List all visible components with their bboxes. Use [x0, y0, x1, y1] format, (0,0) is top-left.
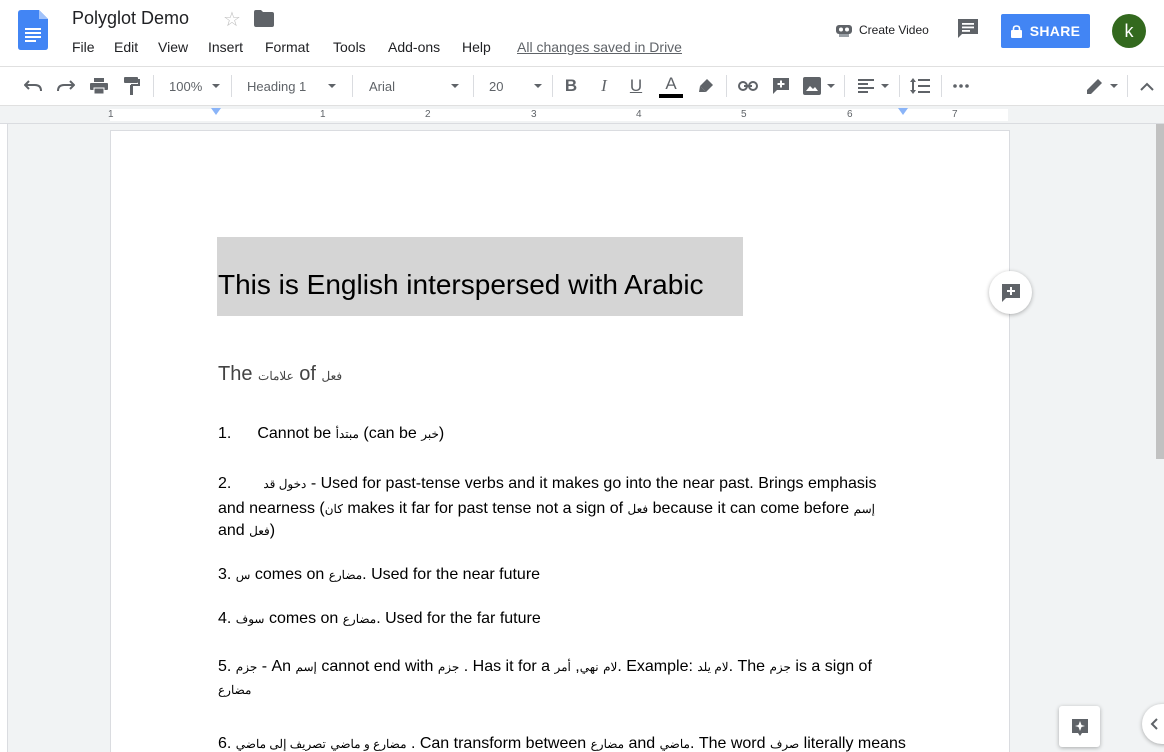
style-dropdown[interactable]	[247, 67, 306, 105]
list-text: . The	[728, 658, 770, 675]
undo-icon[interactable]	[20, 67, 46, 105]
toolbar-divider	[1127, 75, 1128, 97]
redo-icon[interactable]	[53, 67, 79, 105]
create-video-label: Create Video	[859, 23, 929, 37]
list-text: )	[269, 522, 276, 539]
arabic-text: ماضي	[659, 737, 690, 751]
avatar[interactable]: k	[1112, 14, 1146, 48]
underline-button[interactable]: U	[629, 76, 643, 95]
ruler-number: 4	[636, 109, 642, 120]
ruler-number: 1	[320, 109, 326, 120]
toolbar-divider	[352, 75, 353, 97]
right-indent-marker[interactable]	[898, 108, 908, 115]
list-text: . Used for the near future	[362, 566, 541, 583]
paint-format-icon[interactable]	[119, 67, 145, 105]
menu-file[interactable]: File	[72, 39, 95, 55]
list-text: - Used for past-tense verbs and it makes go into the near past. Brings emphasis	[306, 475, 877, 492]
document-page[interactable]	[111, 131, 1009, 752]
arabic-text: فعل	[249, 524, 270, 538]
toolbar-divider	[153, 75, 154, 97]
list-item-line[interactable]	[218, 521, 275, 541]
text-color-label: A	[665, 73, 677, 93]
ruler-number: 1	[108, 109, 114, 120]
list-text: because it can come before	[648, 500, 854, 517]
text-color-swatch	[659, 94, 683, 98]
ruler-number: 2	[425, 109, 431, 120]
bold-button[interactable]: B	[564, 76, 578, 95]
chevron-down-icon	[1110, 84, 1118, 88]
chevron-down-icon	[534, 84, 542, 88]
collapse-menus-icon[interactable]	[1136, 67, 1158, 105]
line-spacing-icon[interactable]	[908, 67, 932, 105]
horizontal-ruler[interactable]	[0, 106, 1164, 124]
font-size-dropdown[interactable]	[489, 67, 503, 105]
italic-button[interactable]: I	[601, 76, 607, 95]
list-text: makes it far for past tense not a sign of	[342, 500, 628, 517]
comments-icon[interactable]	[956, 17, 980, 41]
more-options-icon[interactable]	[950, 67, 972, 105]
list-number: 2.	[218, 475, 232, 492]
ruler-number: 3	[531, 109, 537, 120]
document-subtitle[interactable]	[218, 363, 342, 386]
arabic-text: إسم	[853, 502, 875, 516]
arabic-text: جزم	[437, 660, 460, 674]
list-text: . Used for the far future	[376, 610, 541, 627]
menu-format[interactable]: Format	[265, 39, 310, 55]
text-color-button[interactable]	[658, 67, 684, 105]
document-heading[interactable]: This is English interspersed with Arabic	[218, 269, 704, 300]
ruler-number: 6	[847, 109, 853, 120]
subtitle-text: of	[293, 363, 322, 385]
ruler-track	[110, 109, 1008, 121]
explore-icon	[1070, 717, 1090, 737]
list-item[interactable]	[218, 424, 444, 444]
menu-edit[interactable]: Edit	[114, 39, 139, 55]
vertical-ruler[interactable]	[0, 124, 8, 752]
ruler-number: 7	[952, 109, 958, 120]
chevron-down-icon	[328, 84, 336, 88]
list-item[interactable]	[218, 565, 540, 585]
toolbar-divider	[899, 75, 900, 97]
chevron-down-icon	[451, 84, 459, 88]
arabic-text: صرف	[769, 737, 800, 751]
video-robot-icon	[834, 22, 854, 38]
zoom-value: 100%	[169, 78, 203, 94]
list-text: literally means	[799, 735, 906, 752]
folder-icon[interactable]	[254, 10, 274, 27]
list-number: 1.	[218, 425, 232, 442]
toolbar-divider	[941, 75, 942, 97]
explore-button[interactable]	[1059, 706, 1100, 747]
toolbar-divider	[231, 75, 232, 97]
list-number: 4.	[218, 610, 232, 627]
menu-tools[interactable]: Tools	[333, 39, 366, 55]
toolbar	[0, 66, 1164, 106]
arabic-text: مضارع	[328, 568, 363, 582]
save-status-link[interactable]: All changes saved in Drive	[517, 39, 682, 55]
arabic-text: مضارع	[218, 683, 252, 697]
toolbar-divider	[844, 75, 845, 97]
arabic-text: س	[235, 568, 251, 582]
arabic-text: جزم	[235, 660, 258, 674]
list-number: 3.	[218, 566, 232, 583]
menu-help[interactable]: Help	[462, 39, 491, 55]
arabic-text: كان	[324, 502, 343, 516]
insert-comment-icon[interactable]	[770, 67, 792, 105]
list-text: Cannot be	[257, 425, 336, 442]
menu-view[interactable]: View	[158, 39, 189, 55]
side-panel-toggle[interactable]	[1142, 704, 1164, 744]
list-text: and nearness (	[218, 500, 325, 517]
toolbar-divider	[552, 75, 553, 97]
style-value: Heading 1	[247, 78, 307, 94]
toolbar-divider	[473, 75, 474, 97]
menu-addons[interactable]: Add-ons	[388, 39, 441, 55]
list-text: . Example:	[617, 658, 698, 675]
align-left-icon[interactable]	[855, 67, 877, 105]
list-number: 5.	[218, 658, 232, 675]
arabic-text: خبر	[421, 427, 439, 441]
scrollbar[interactable]	[1156, 124, 1164, 459]
list-text: cannot end with	[316, 658, 438, 675]
list-text: is a sign of	[790, 658, 872, 675]
font-dropdown[interactable]	[369, 67, 395, 105]
list-item[interactable]	[218, 474, 876, 494]
share-button[interactable]	[1001, 14, 1090, 48]
add-comment-icon	[1001, 283, 1021, 303]
arabic-text: نهي	[579, 660, 599, 674]
zoom-dropdown[interactable]	[169, 67, 202, 105]
arabic-text: مضارع	[342, 612, 377, 626]
chevron-down-icon	[827, 84, 835, 88]
insert-image-icon[interactable]	[800, 67, 824, 105]
subtitle-text: The	[218, 363, 259, 385]
list-text: )	[438, 425, 445, 442]
ruler-number: 5	[741, 109, 747, 120]
highlight-icon[interactable]	[695, 67, 717, 105]
list-text: comes on	[264, 610, 343, 627]
list-text: and	[218, 522, 250, 539]
arabic-text: أمر	[554, 660, 571, 674]
list-text: - An	[257, 658, 296, 675]
arabic-text: تصريف إلى ماضي	[235, 737, 326, 751]
print-icon[interactable]	[86, 67, 112, 105]
arabic-text: لام	[603, 660, 618, 674]
list-item[interactable]	[218, 609, 541, 629]
list-text: . Has it for a	[459, 658, 555, 675]
arabic-text: مضارع	[590, 737, 625, 751]
arabic-text: مبتدأ	[335, 427, 359, 441]
arabic-text: لام يلد	[697, 660, 729, 674]
list-text: (can be	[358, 425, 422, 442]
list-text: . The word	[689, 735, 770, 752]
arabic-text: فعل	[627, 502, 649, 516]
chevron-down-icon	[881, 84, 889, 88]
star-icon[interactable]: ☆	[223, 9, 241, 31]
menu-insert[interactable]: Insert	[208, 39, 244, 55]
list-text: . Can transform between	[406, 735, 591, 752]
add-comment-button[interactable]	[989, 271, 1032, 314]
link-icon[interactable]	[736, 67, 760, 105]
docs-logo-icon[interactable]	[18, 10, 48, 50]
toolbar-divider	[726, 75, 727, 97]
arabic-text: سوف	[235, 612, 265, 626]
chevron-down-icon	[212, 84, 220, 88]
subtitle-arabic: فعل	[321, 369, 343, 383]
list-item[interactable]	[218, 657, 872, 677]
chevron-left-icon	[1150, 718, 1158, 730]
list-item-line[interactable]	[218, 499, 875, 519]
create-video-button[interactable]	[834, 22, 929, 38]
editing-mode-pencil-icon[interactable]	[1083, 67, 1107, 105]
list-item-line[interactable]	[218, 680, 251, 700]
arabic-text: مضارع و ماضي	[330, 737, 407, 751]
list-text: and	[624, 735, 660, 752]
arabic-text: جزم	[769, 660, 791, 674]
list-text: ,	[570, 658, 580, 675]
arabic-text: إسم	[295, 660, 317, 674]
app-header	[0, 0, 1164, 66]
font-value: Arial	[369, 78, 396, 94]
subtitle-arabic: علامات	[258, 369, 294, 383]
left-indent-marker[interactable]	[211, 108, 221, 115]
lock-icon	[1011, 25, 1022, 38]
share-label: SHARE	[1029, 23, 1081, 39]
font-size-value: 20	[489, 78, 504, 94]
document-title[interactable]: Polyglot Demo	[72, 8, 190, 28]
list-item[interactable]	[218, 734, 906, 752]
list-number: 6.	[218, 735, 232, 752]
list-text: comes on	[250, 566, 329, 583]
arabic-text: دخول قد	[263, 477, 307, 491]
